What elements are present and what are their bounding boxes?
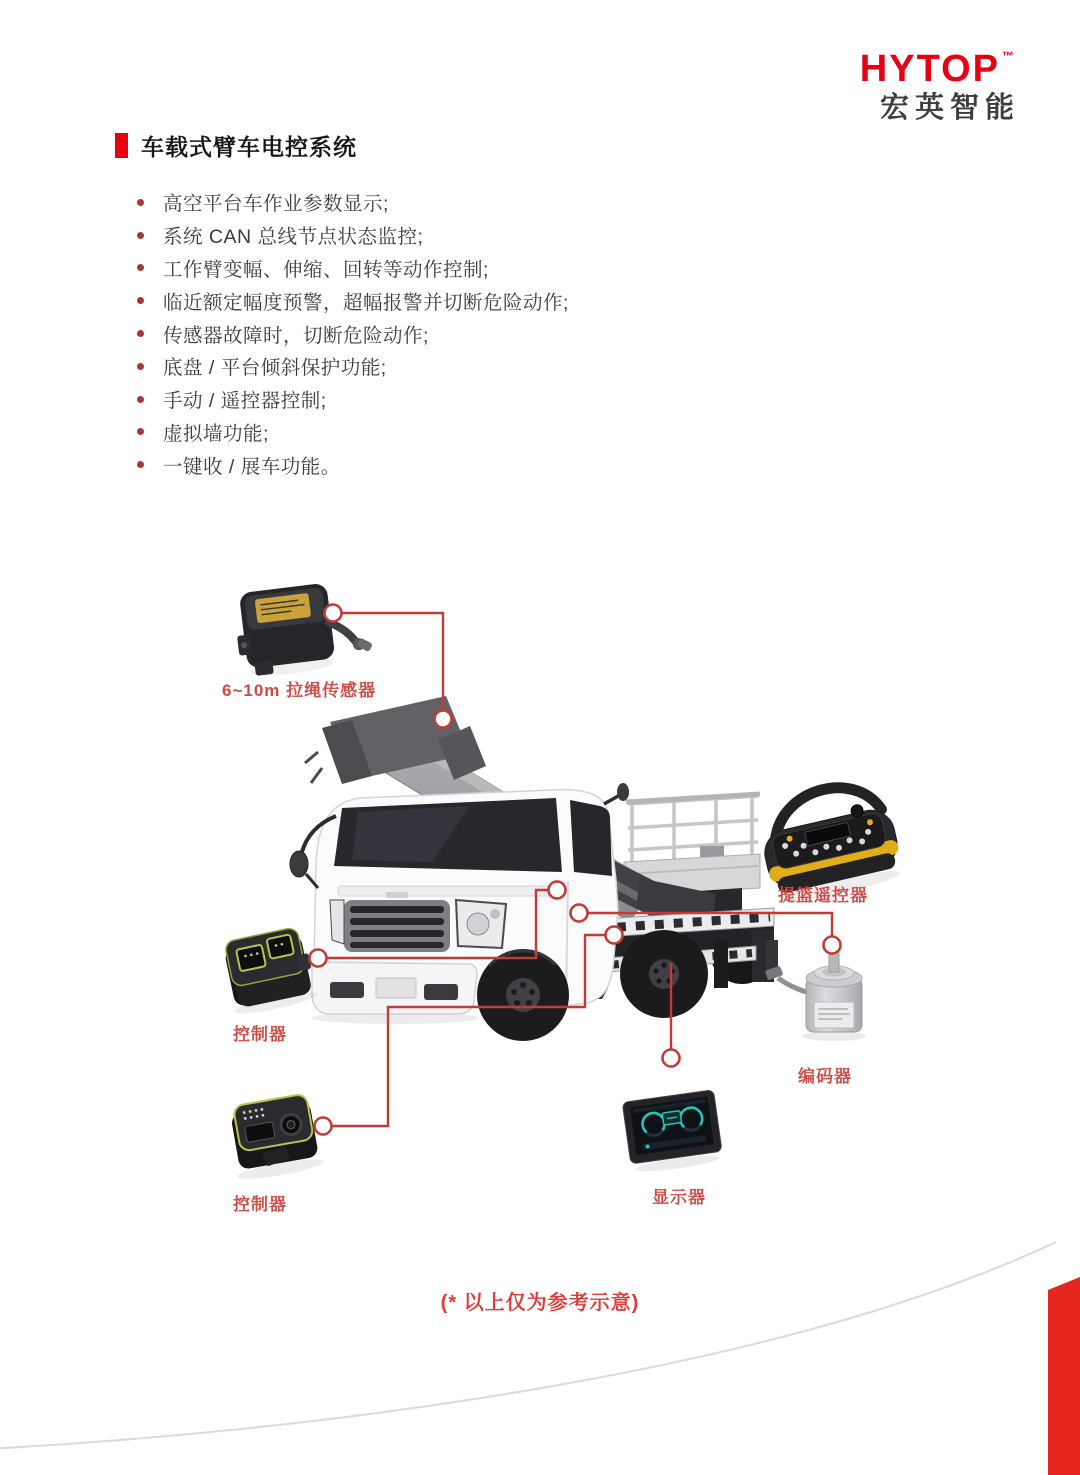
- label-controller-1: 控制器: [233, 1025, 287, 1044]
- bullet-dot-icon: [137, 199, 144, 206]
- feature-item: 高空平台车作业参数显示;: [137, 186, 777, 219]
- feature-item: 底盘 / 平台倾斜保护功能;: [137, 350, 777, 383]
- title-marker-icon: [115, 133, 128, 158]
- label-encoder: 编码器: [798, 1067, 852, 1086]
- trademark-mark: ™: [1002, 49, 1014, 63]
- reference-note: (* 以上仅为参考示意): [440, 1292, 640, 1314]
- controller-2-illustration: [225, 1092, 325, 1182]
- bullet-dot-icon: [137, 396, 144, 403]
- front-wheel-illustration: [477, 949, 569, 1041]
- display-illustration: [622, 1090, 723, 1175]
- feature-item: 一键收 / 展车功能。: [137, 448, 777, 481]
- feature-item: 传感器故障时，切断危险动作;: [137, 317, 777, 350]
- feature-item: 系统 CAN 总线节点状态监控;: [137, 219, 777, 252]
- bullet-dot-icon: [137, 232, 144, 239]
- label-pull-rope-sensor: 6~10m 拉绳传感器: [222, 681, 377, 700]
- label-basket-remote: 提篮遥控器: [778, 886, 868, 905]
- brand-cn-name: 宏英智能: [879, 92, 1020, 124]
- bullet-dot-icon: [137, 363, 144, 370]
- brand-logo: [859, 48, 1020, 124]
- label-controller-2: 控制器: [233, 1195, 287, 1214]
- encoder-illustration: [765, 946, 866, 1041]
- bullet-dot-icon: [137, 461, 144, 468]
- feature-item: 临近额定幅度预警，超幅报警并切断危险动作;: [137, 284, 777, 317]
- bottom-curve-decoration: [0, 1242, 1056, 1449]
- feature-item: 工作臂变幅、伸缩、回转等动作控制;: [137, 252, 777, 285]
- controller-1-illustration: [220, 926, 318, 1018]
- page-title: 车载式臂车电控系统: [141, 134, 357, 160]
- bullet-dot-icon: [137, 264, 144, 271]
- brand-wordmark: HYTOP: [859, 48, 1000, 90]
- truck-illustration: [290, 696, 778, 1041]
- page-title-section: [115, 129, 357, 162]
- feature-list: [137, 186, 777, 481]
- label-display: 显示器: [652, 1188, 706, 1207]
- pull-rope-sensor-illustration: [232, 578, 376, 680]
- bullet-dot-icon: [137, 297, 144, 304]
- feature-item: 手动 / 遥控器控制;: [137, 383, 777, 416]
- bullet-dot-icon: [137, 330, 144, 337]
- feature-item: 虚拟墙功能;: [137, 416, 777, 449]
- bumper-illustration: [311, 962, 479, 1024]
- bullet-dot-icon: [137, 428, 144, 435]
